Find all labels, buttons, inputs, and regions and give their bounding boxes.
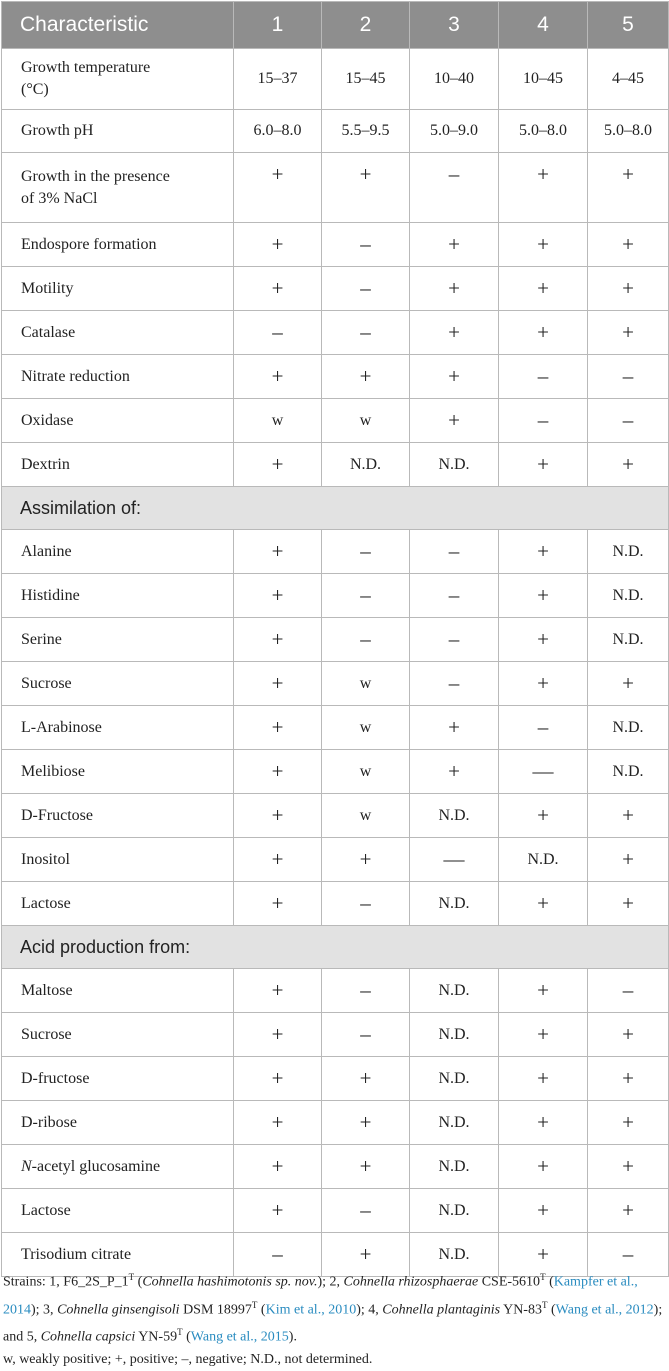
cell: + (234, 574, 322, 618)
table-row (2, 153, 669, 223)
cell: + (234, 969, 322, 1013)
table-row (2, 618, 669, 662)
cell: + (499, 311, 588, 355)
table-row (2, 662, 669, 706)
cell: + (410, 311, 499, 355)
cell: + (410, 706, 499, 750)
table-row (2, 1145, 669, 1189)
table-row (2, 443, 669, 487)
cell: N.D. (410, 1057, 499, 1101)
cell: + (499, 969, 588, 1013)
row-label: Alanine (2, 530, 234, 574)
row-label: N-acetyl glucosamine (2, 1145, 234, 1189)
cell: + (322, 1057, 410, 1101)
cell: + (322, 1145, 410, 1189)
row-label: Melibiose (2, 750, 234, 794)
cell: N.D. (410, 443, 499, 487)
cell: – (322, 530, 410, 574)
cell: w (322, 662, 410, 706)
header-strain-5: 5 (588, 2, 669, 49)
cell: + (410, 750, 499, 794)
cell: + (234, 267, 322, 311)
row-label: Oxidase (2, 399, 234, 443)
table-row (2, 706, 669, 750)
cell: N.D. (410, 882, 499, 926)
cell: – (322, 311, 410, 355)
header-strain-1: 1 (234, 2, 322, 49)
cell: + (234, 1057, 322, 1101)
cell: + (588, 662, 669, 706)
cell: N.D. (410, 1233, 499, 1277)
row-label: Histidine (2, 574, 234, 618)
cell: + (234, 750, 322, 794)
cell: + (234, 706, 322, 750)
citation-link[interactable]: Kampfer et al., 2014 (3, 1274, 638, 1318)
characteristics-table (1, 1, 669, 1277)
cell: N.D. (410, 1101, 499, 1145)
cell: + (234, 838, 322, 882)
cell: N.D. (588, 530, 669, 574)
cell: – (322, 618, 410, 662)
cell: – (499, 355, 588, 399)
row-label: L-Arabinose (2, 706, 234, 750)
cell: + (410, 399, 499, 443)
table-footnote: Strains: 1, $F6\_2S\_P\_1^T$ (Cohnella hashimotonis sp. nov.); 2, Cohnella rhizosphaerae CSE-$5610^T$ (Kampfer et al., 2014); 3, Cohnella ginsengisoli DSM $18997^T$ (Kim et al., 2010); 4, Cohnella plantaginis $YN-83^T$ (Wang et al., 2012); and 5, Cohnella capsici $YN-59^T$ (Wang et al., 2015). w, weakly positive; +, positive; –, negative; N.D., not determined. (3, 1272, 663, 1367)
row-label: Catalase (2, 311, 234, 355)
table-row (2, 355, 669, 399)
cell: w (322, 750, 410, 794)
cell: + (588, 443, 669, 487)
cell: N.D. (588, 618, 669, 662)
header-strain-3: 3 (410, 2, 499, 49)
section-row-assimilation (2, 487, 669, 530)
cell: + (499, 153, 588, 223)
cell: + (322, 838, 410, 882)
cell: – (588, 355, 669, 399)
cell: – (322, 574, 410, 618)
cell: + (234, 1013, 322, 1057)
section-heading: Acid production from: (2, 926, 669, 969)
cell: 5.0–8.0 (588, 110, 669, 153)
cell: + (588, 223, 669, 267)
cell: + (234, 1101, 322, 1145)
cell: w (322, 794, 410, 838)
row-label: Motility (2, 267, 234, 311)
cell: + (499, 530, 588, 574)
cell: + (410, 355, 499, 399)
row-label: Maltose (2, 969, 234, 1013)
cell: – (499, 399, 588, 443)
row-label: D-Fructose (2, 794, 234, 838)
table-row (2, 1057, 669, 1101)
table-row (2, 574, 669, 618)
row-label: Nitrate reduction (2, 355, 234, 399)
cell: + (588, 1057, 669, 1101)
cell: + (588, 153, 669, 223)
row-label: D-fructose (2, 1057, 234, 1101)
cell: w (322, 399, 410, 443)
cell: 15–37 (234, 49, 322, 110)
cell: + (410, 267, 499, 311)
cell: – (234, 311, 322, 355)
cell: + (410, 223, 499, 267)
table-row (2, 882, 669, 926)
table-row (2, 110, 669, 153)
cell: + (499, 574, 588, 618)
cell: + (234, 1145, 322, 1189)
cell: 6.0–8.0 (234, 110, 322, 153)
assimilation-rows (2, 530, 669, 926)
table-row (2, 969, 669, 1013)
row-label: Growth in the presence of 3% NaCl (2, 153, 234, 223)
cell: N.D. (410, 1145, 499, 1189)
cell: 4–45 (588, 49, 669, 110)
cell: + (499, 1189, 588, 1233)
acid-rows (2, 969, 669, 1277)
cell: – (322, 1013, 410, 1057)
cell: 5.0–8.0 (499, 110, 588, 153)
cell: + (499, 794, 588, 838)
section-row-acid (2, 926, 669, 969)
cell: N.D. (588, 574, 669, 618)
cell: 15–45 (322, 49, 410, 110)
cell: – (322, 882, 410, 926)
cell: + (499, 223, 588, 267)
cell: + (588, 794, 669, 838)
cell: – (588, 399, 669, 443)
cell: N.D. (410, 1013, 499, 1057)
cell: + (234, 794, 322, 838)
cell: + (234, 1189, 322, 1233)
cell: 10–40 (410, 49, 499, 110)
table-row (2, 1101, 669, 1145)
row-label: Sucrose (2, 662, 234, 706)
acid-section (2, 926, 669, 969)
cell: + (499, 267, 588, 311)
cell: – (410, 574, 499, 618)
cell: + (588, 1145, 669, 1189)
citation-link[interactable]: Wang et al., 2015 (190, 1329, 289, 1345)
cell: — (410, 838, 499, 882)
cell: — (499, 750, 588, 794)
table-row (2, 267, 669, 311)
cell: 5.0–9.0 (410, 110, 499, 153)
cell: – (234, 1233, 322, 1277)
cell: – (322, 1189, 410, 1233)
table-row (2, 750, 669, 794)
cell: + (322, 1101, 410, 1145)
table-row (2, 223, 669, 267)
cell: + (322, 1233, 410, 1277)
citation-link[interactable]: Wang et al., 2012 (555, 1302, 654, 1318)
cell: – (410, 618, 499, 662)
cell: + (588, 882, 669, 926)
row-label: Growth temperature (°C) (2, 49, 234, 110)
cell: + (499, 1101, 588, 1145)
header-characteristic: Characteristic (2, 2, 234, 49)
cell: + (588, 1189, 669, 1233)
cell: + (588, 267, 669, 311)
table-row (2, 838, 669, 882)
cell: w (322, 706, 410, 750)
header-strain-4: 4 (499, 2, 588, 49)
cell: – (410, 662, 499, 706)
row-label: Lactose (2, 882, 234, 926)
cell: + (499, 1233, 588, 1277)
cell: + (499, 1057, 588, 1101)
cell: N.D. (410, 794, 499, 838)
cell: – (410, 530, 499, 574)
cell: + (499, 443, 588, 487)
cell: – (322, 223, 410, 267)
row-label: D-ribose (2, 1101, 234, 1145)
table-row (2, 1189, 669, 1233)
cell: + (499, 618, 588, 662)
table-row (2, 530, 669, 574)
cell: + (588, 1101, 669, 1145)
cell: N.D. (588, 750, 669, 794)
row-label: Lactose (2, 1189, 234, 1233)
row-label: Trisodium citrate (2, 1233, 234, 1277)
cell: 5.5–9.5 (322, 110, 410, 153)
table-row (2, 1013, 669, 1057)
table-row (2, 49, 669, 110)
cell: + (588, 1013, 669, 1057)
table-row (2, 311, 669, 355)
header-strain-2: 2 (322, 2, 410, 49)
table-row (2, 794, 669, 838)
cell: + (499, 1013, 588, 1057)
cell: – (410, 153, 499, 223)
cell: + (499, 882, 588, 926)
legend-text: w, weakly positive; +, positive; –, negative; N.D., not determined. (3, 1351, 373, 1367)
cell: w (234, 399, 322, 443)
row-label: Endospore formation (2, 223, 234, 267)
cell: – (588, 969, 669, 1013)
cell: + (322, 153, 410, 223)
cell: N.D. (499, 838, 588, 882)
cell: + (234, 355, 322, 399)
row-label: Sucrose (2, 1013, 234, 1057)
cell: N.D. (588, 706, 669, 750)
row-label: Growth pH (2, 110, 234, 153)
cell: – (588, 1233, 669, 1277)
row-label: Inositol (2, 838, 234, 882)
cell: – (322, 267, 410, 311)
row-label: Dextrin (2, 443, 234, 487)
citation-link[interactable]: Kim et al., 2010 (265, 1302, 357, 1318)
cell: + (499, 1145, 588, 1189)
section-heading: Assimilation of: (2, 487, 669, 530)
row-label: Serine (2, 618, 234, 662)
cell: + (234, 223, 322, 267)
header-row (2, 2, 669, 49)
cell: + (234, 530, 322, 574)
cell: + (234, 153, 322, 223)
cell: + (234, 662, 322, 706)
cell: + (234, 618, 322, 662)
cell: + (588, 311, 669, 355)
cell: – (499, 706, 588, 750)
cell: + (234, 443, 322, 487)
cell: + (234, 882, 322, 926)
cell: + (499, 662, 588, 706)
cell: – (322, 969, 410, 1013)
cell: N.D. (410, 1189, 499, 1233)
cell: N.D. (410, 969, 499, 1013)
table-row (2, 399, 669, 443)
cell: N.D. (322, 443, 410, 487)
cell: 10–45 (499, 49, 588, 110)
cell: + (322, 355, 410, 399)
cell: + (588, 838, 669, 882)
